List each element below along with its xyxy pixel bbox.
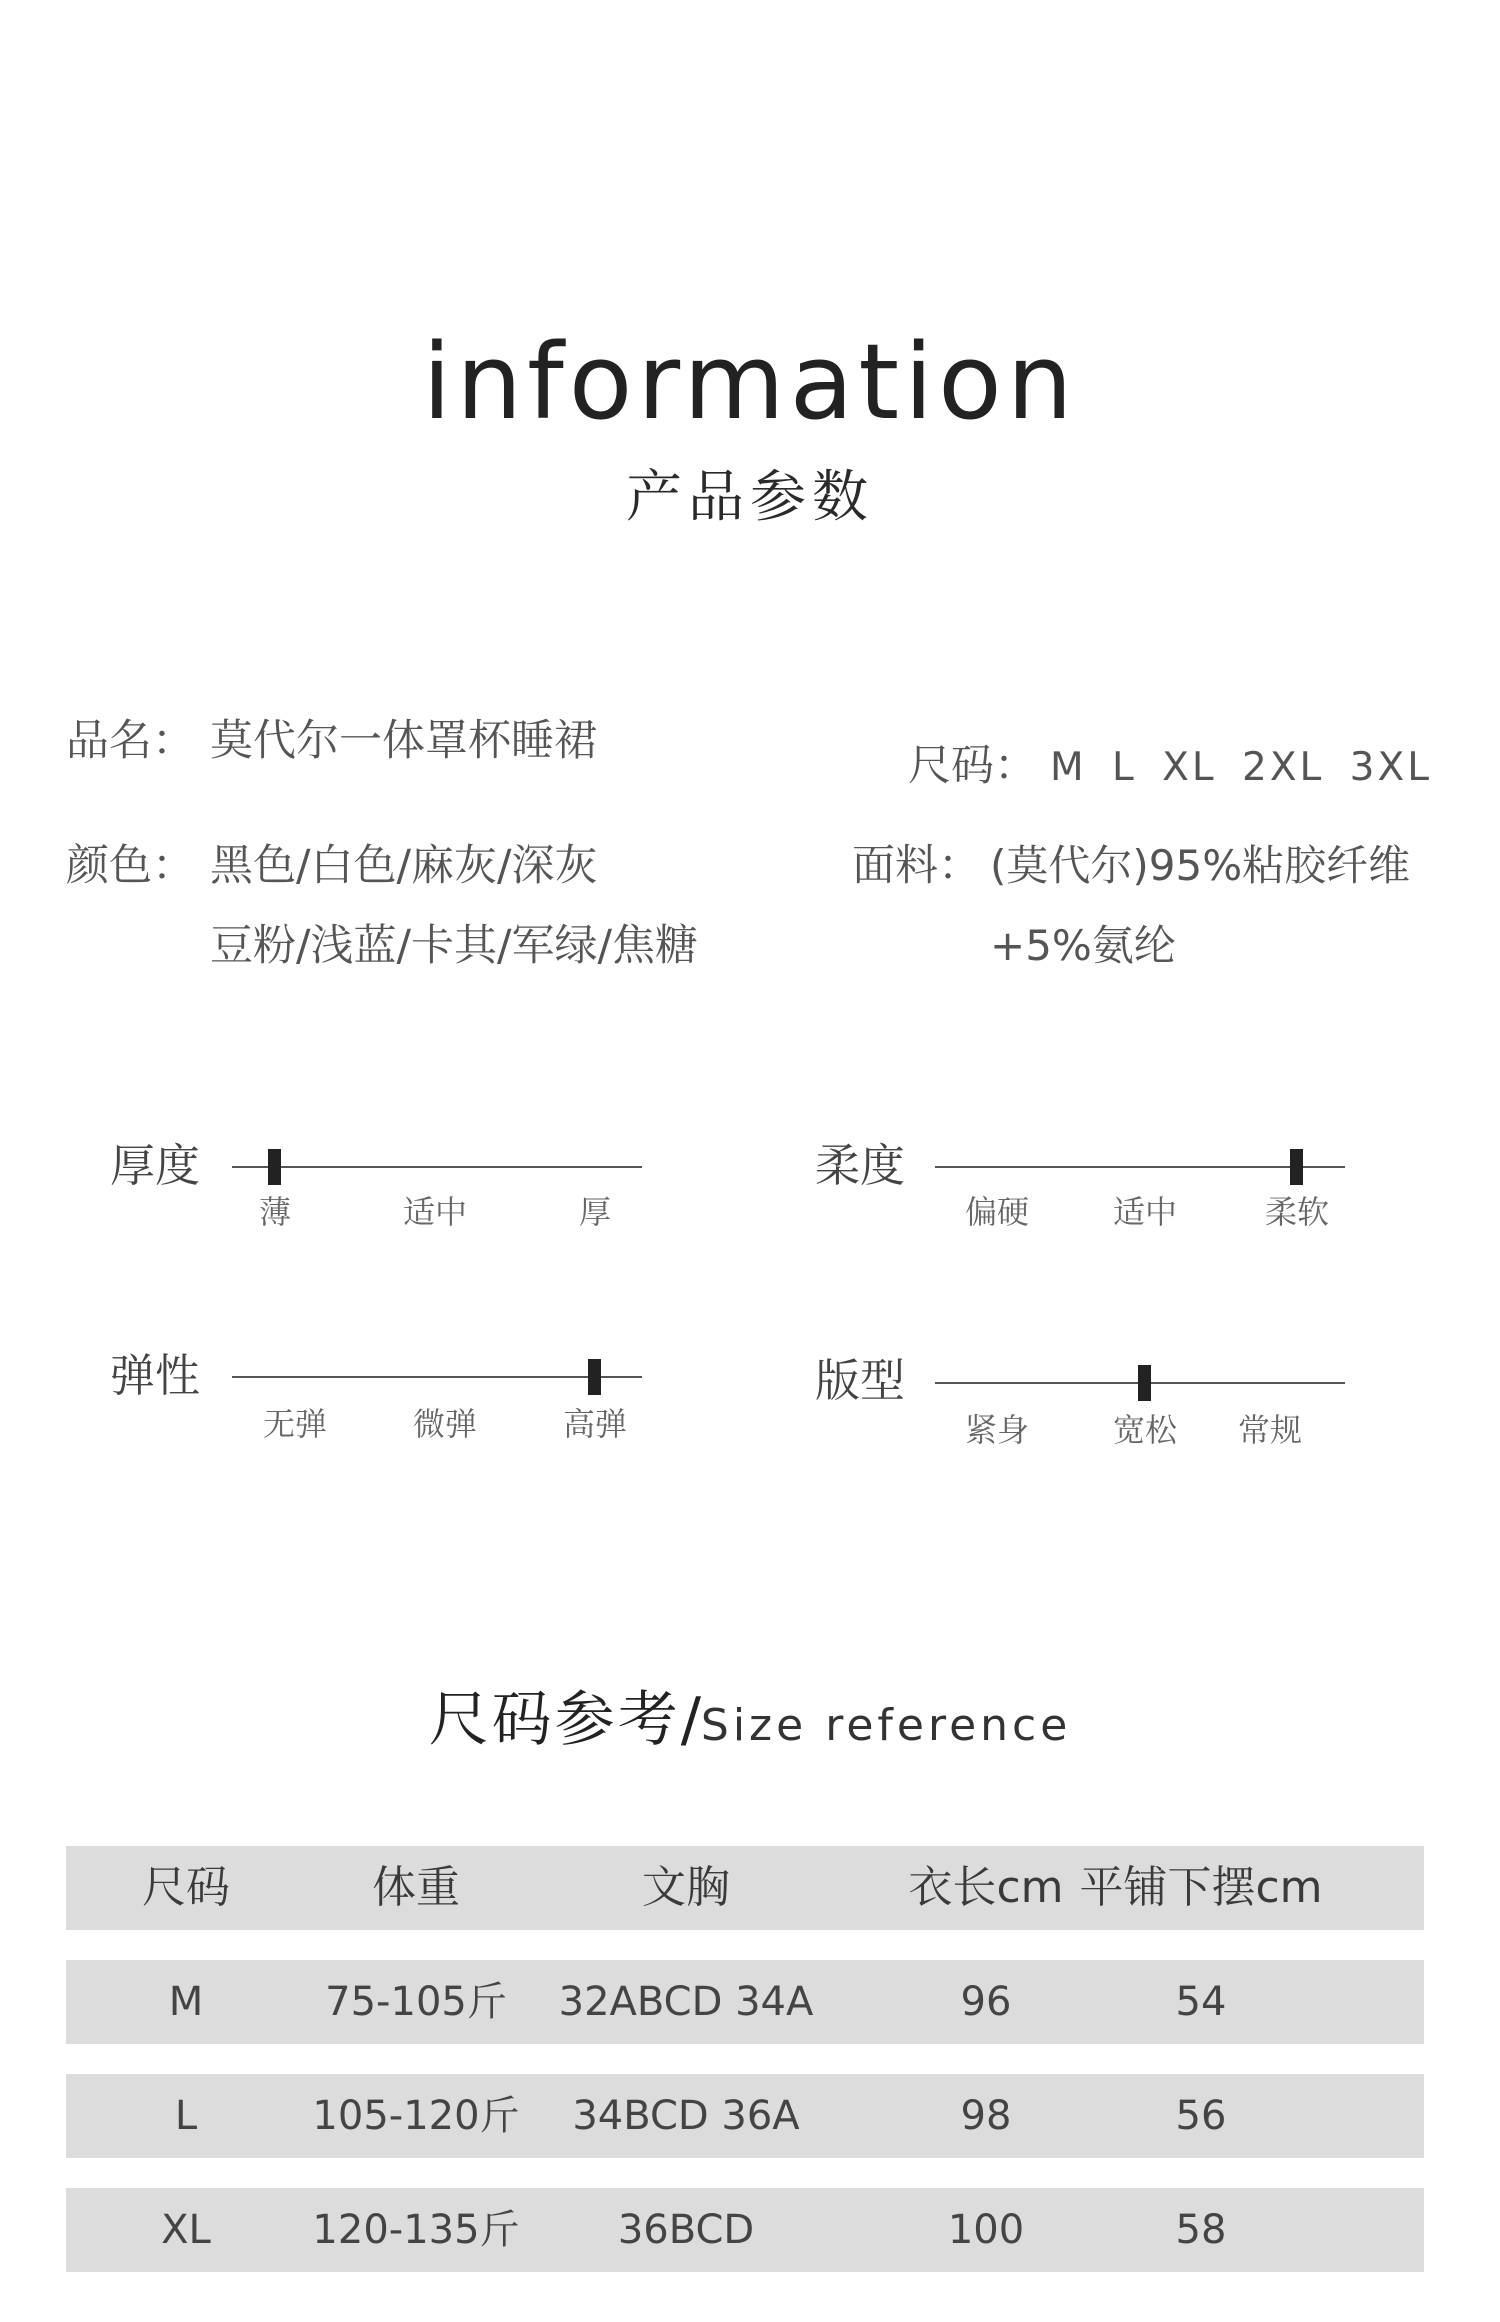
size-value: M L XL 2XL 3XL <box>1050 745 1432 790</box>
elasticity-title: 弹性 <box>110 1349 201 1402</box>
product-name-value: 莫代尔一体罩杯睡裙 <box>210 716 597 766</box>
size-reference-title-en: Size reference <box>700 1700 1072 1751</box>
cell-bra: 34BCD 36A <box>572 2093 800 2139</box>
size-label: 尺码： <box>908 741 1037 791</box>
softness-label-soft: 柔软 <box>1264 1193 1329 1231</box>
cell-bra: 32ABCD 34A <box>558 1979 814 2025</box>
cell-hem: 58 <box>1175 2207 1227 2253</box>
cell-hem: 54 <box>1175 1979 1227 2025</box>
thickness-marker <box>268 1149 281 1185</box>
cell-weight: 75-105斤 <box>325 1979 507 2025</box>
elasticity-label-high: 高弹 <box>562 1405 627 1443</box>
table-row <box>66 2188 1424 2272</box>
size-reference-title-cn: 尺码参考 <box>428 1685 681 1755</box>
table-row <box>66 1960 1424 2044</box>
softness-marker <box>1290 1149 1303 1185</box>
softness-track <box>935 1166 1345 1168</box>
elasticity-label-slight: 微弹 <box>412 1405 477 1443</box>
color-label: 颜色： <box>66 841 195 891</box>
fit-label-regular: 常规 <box>1237 1411 1302 1449</box>
page-title-cn: 产品参数 <box>626 465 874 530</box>
thickness-title: 厚度 <box>110 1139 201 1192</box>
elasticity-label-none: 无弹 <box>262 1405 327 1443</box>
cell-length: 98 <box>960 2093 1012 2139</box>
page-title-en: information <box>422 321 1078 443</box>
color-value-line2: 豆粉/浅蓝/卡其/军绿/焦糖 <box>210 921 698 971</box>
fabric-label: 面料： <box>852 841 981 891</box>
cell-length: 96 <box>960 1979 1012 2025</box>
softness-label-medium: 适中 <box>1112 1193 1177 1231</box>
cell-weight: 105-120斤 <box>312 2093 520 2139</box>
header-hem: 平铺下摆cm <box>1079 1862 1323 1913</box>
fit-label-loose: 宽松 <box>1112 1411 1177 1449</box>
softness-label-stiff: 偏硬 <box>964 1193 1029 1231</box>
cell-hem: 56 <box>1175 2093 1227 2139</box>
fit-marker <box>1138 1365 1151 1401</box>
header-size: 尺码 <box>142 1862 230 1913</box>
cell-bra: 36BCD <box>617 2207 755 2253</box>
header-weight: 体重 <box>372 1862 460 1913</box>
fabric-value-line1: (莫代尔)95%粘胶纤维 <box>990 841 1411 890</box>
header-length: 衣长cm <box>908 1862 1064 1913</box>
fit-title: 版型 <box>815 1354 906 1407</box>
thickness-track <box>232 1166 642 1168</box>
thickness-label-thick: 厚 <box>578 1193 611 1231</box>
fit-label-tight: 紧身 <box>964 1411 1029 1449</box>
cell-weight: 120-135斤 <box>312 2207 520 2253</box>
elasticity-marker <box>588 1359 601 1395</box>
cell-length: 100 <box>947 2207 1025 2253</box>
size-reference-slash: / <box>680 1685 701 1755</box>
elasticity-track <box>232 1376 642 1378</box>
thickness-label-medium: 适中 <box>402 1193 467 1231</box>
cell-size: XL <box>161 2207 211 2253</box>
size-reference-title <box>0 1685 1500 1755</box>
cell-size: L <box>174 2093 198 2139</box>
softness-title: 柔度 <box>815 1139 906 1192</box>
table-row <box>66 2074 1424 2158</box>
fabric-value-line2: +5%氨纶 <box>990 921 1176 970</box>
product-name-label: 品名： <box>66 716 195 766</box>
header-bra: 文胸 <box>642 1862 730 1913</box>
size-table-header <box>66 1846 1424 1930</box>
thickness-label-thin: 薄 <box>258 1193 291 1231</box>
color-value-line1: 黑色/白色/麻灰/深灰 <box>210 841 598 891</box>
cell-size: M <box>168 1979 204 2025</box>
